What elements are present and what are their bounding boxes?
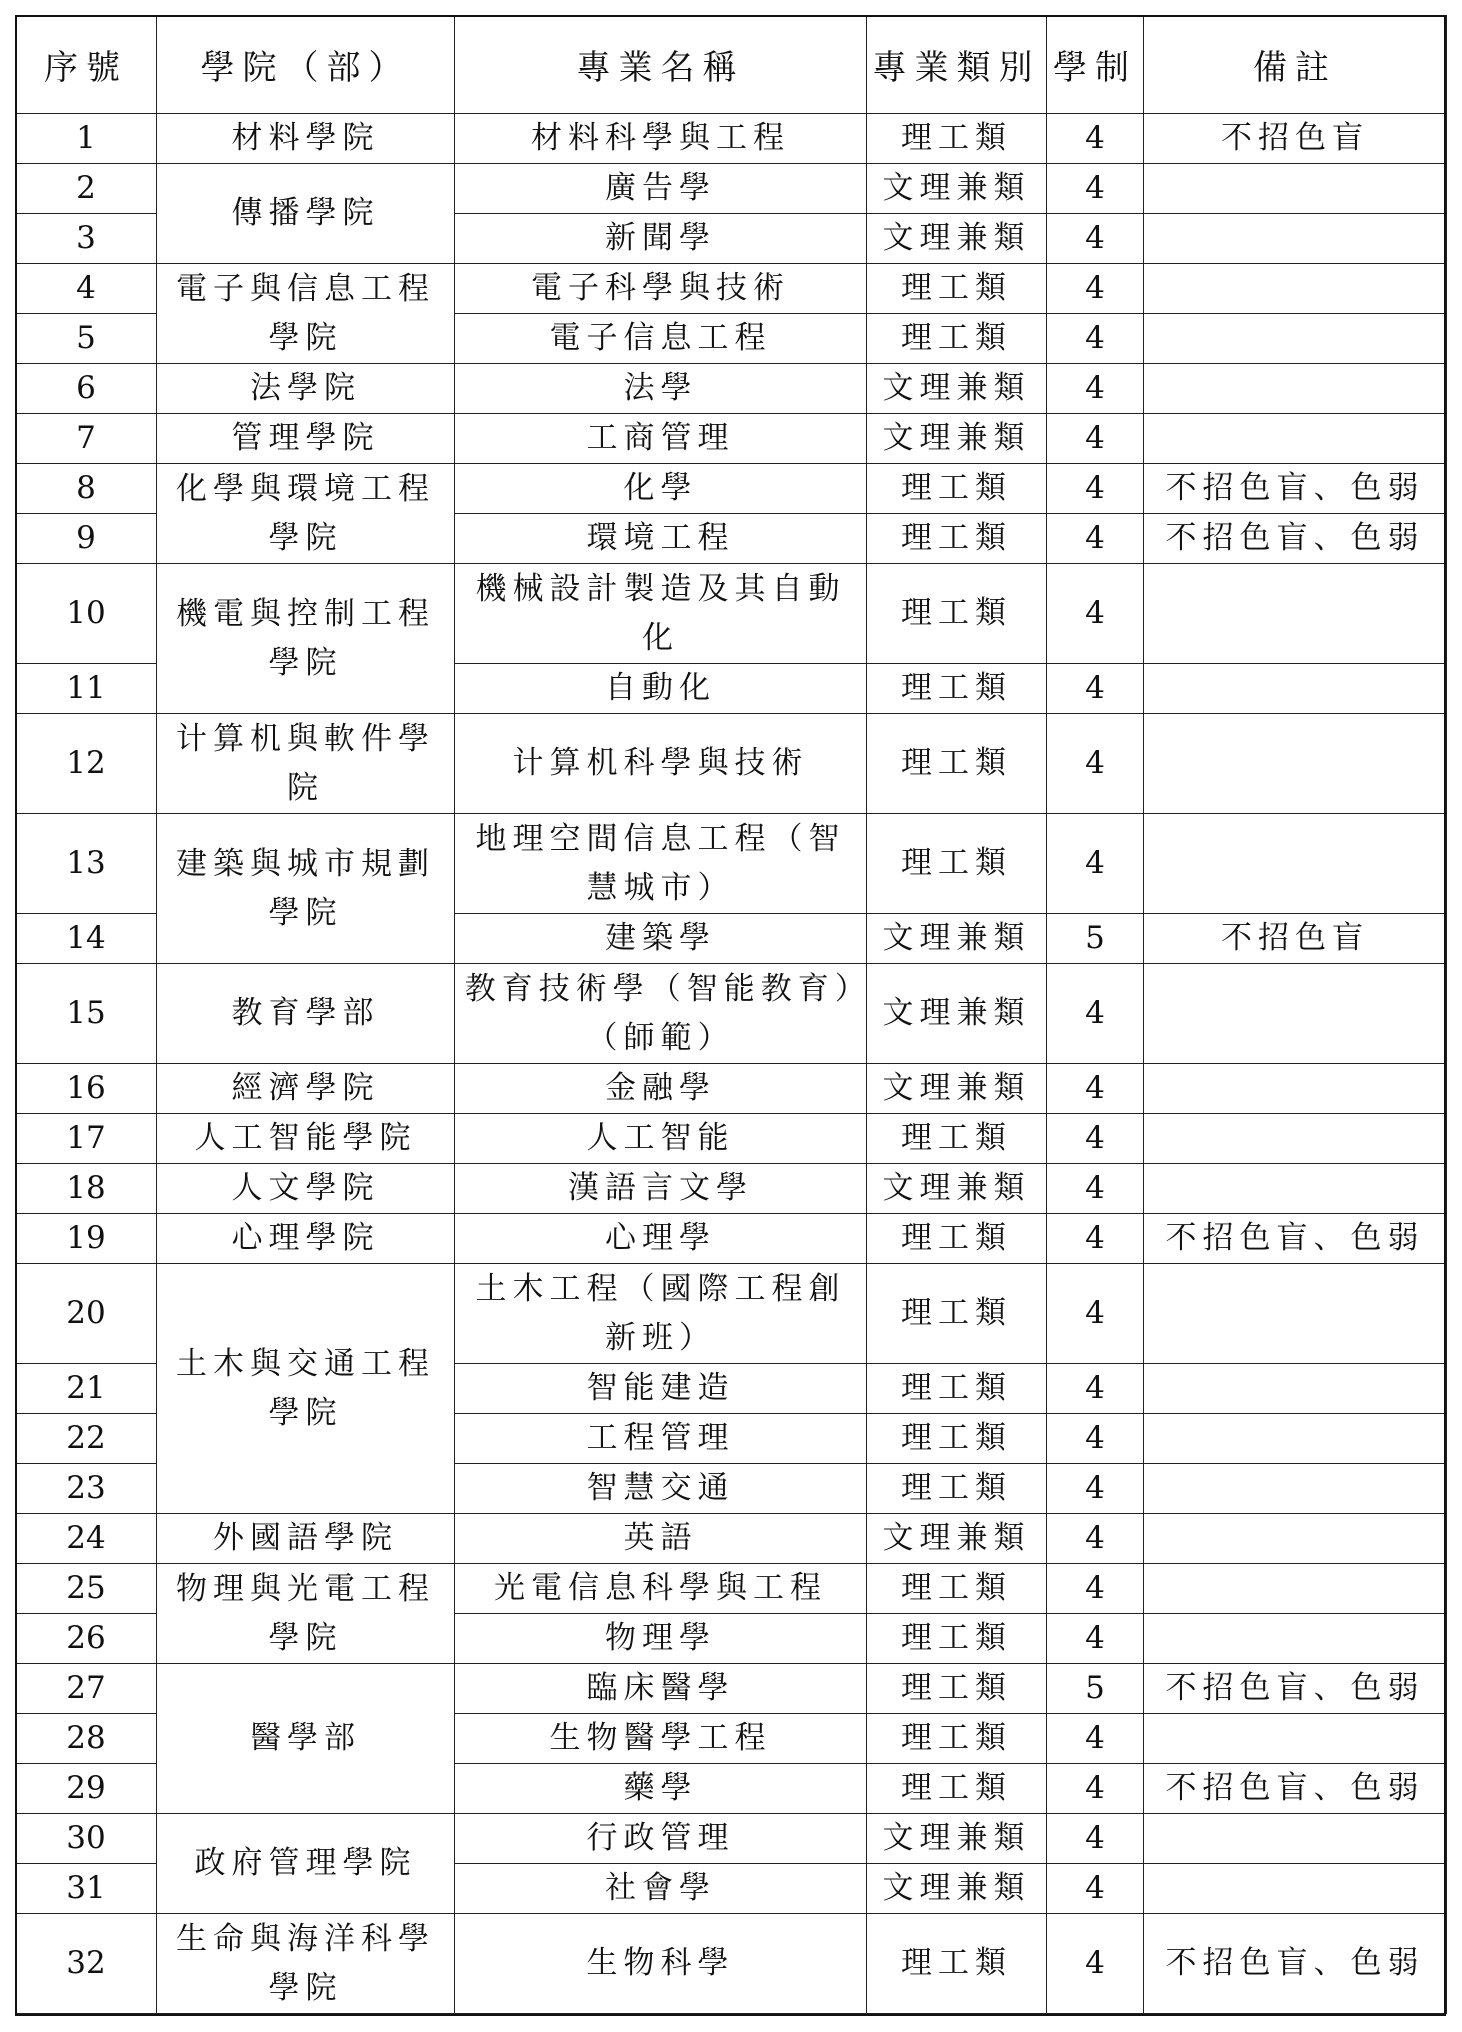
cell-remarks: 不招色盲、色弱 [1144, 1764, 1447, 1814]
cell-remarks [1144, 1864, 1447, 1914]
cell-remarks [1144, 414, 1447, 464]
cell-remarks [1144, 214, 1447, 264]
cell-years: 4 [1047, 514, 1144, 564]
cell-years: 4 [1047, 1064, 1144, 1114]
cell-remarks [1144, 1714, 1447, 1764]
cell-years: 4 [1047, 214, 1144, 264]
cell-years: 4 [1047, 364, 1144, 414]
cell-remarks [1144, 564, 1447, 664]
header-college: 學院（部） [157, 16, 455, 114]
table-row [16, 1214, 1447, 1264]
header-years: 學制 [1047, 16, 1144, 114]
cell-years: 4 [1047, 714, 1144, 814]
cell-college: 教育學部 [157, 964, 455, 1064]
cell-years: 4 [1047, 664, 1144, 714]
table-row [16, 414, 1447, 464]
cell-remarks [1144, 1064, 1447, 1114]
cell-remarks [1144, 164, 1447, 214]
cell-remarks [1144, 714, 1447, 814]
cell-category: 文理兼類 [867, 164, 1047, 214]
cell-category: 理工類 [867, 1214, 1047, 1264]
cell-college: 機電與控制工程學院 [157, 564, 455, 714]
cell-category: 理工類 [867, 1464, 1047, 1514]
cell-remarks [1144, 1564, 1447, 1614]
cell-years: 4 [1047, 1814, 1144, 1864]
cell-category: 理工類 [867, 1364, 1047, 1414]
header-no: 序號 [16, 16, 157, 114]
cell-major: 心理學 [455, 1214, 867, 1264]
cell-major: 建築學 [455, 914, 867, 964]
cell-category: 理工類 [867, 1914, 1047, 2014]
cell-category: 文理兼類 [867, 414, 1047, 464]
cell-category: 文理兼類 [867, 1064, 1047, 1114]
cell-major: 智能建造 [455, 1364, 867, 1414]
cell-category: 理工類 [867, 714, 1047, 814]
cell-years: 4 [1047, 1264, 1144, 1364]
cell-years: 4 [1047, 1214, 1144, 1264]
cell-category: 理工類 [867, 1414, 1047, 1464]
cell-remarks [1144, 664, 1447, 714]
cell-major: 漢語言文學 [455, 1164, 867, 1214]
cell-major: 法學 [455, 364, 867, 414]
cell-category: 理工類 [867, 1564, 1047, 1614]
cell-major: 新聞學 [455, 214, 867, 264]
cell-years: 4 [1047, 314, 1144, 364]
cell-remarks [1144, 814, 1447, 914]
cell-major: 英語 [455, 1514, 867, 1564]
cell-years: 4 [1047, 964, 1144, 1064]
cell-remarks [1144, 1464, 1447, 1514]
cell-years: 4 [1047, 464, 1144, 514]
cell-college: 建築與城市規劃學院 [157, 814, 455, 964]
cell-no: 27 [16, 1664, 157, 1714]
cell-category: 理工類 [867, 314, 1047, 364]
cell-major: 生物醫學工程 [455, 1714, 867, 1764]
cell-category: 理工類 [867, 464, 1047, 514]
table-row [16, 464, 1447, 514]
table-row [16, 714, 1447, 814]
cell-category: 文理兼類 [867, 1864, 1047, 1914]
cell-years: 4 [1047, 164, 1144, 214]
table-row [16, 264, 1447, 314]
cell-remarks [1144, 364, 1447, 414]
cell-no: 13 [16, 814, 157, 914]
cell-category: 理工類 [867, 564, 1047, 664]
cell-major: 廣告學 [455, 164, 867, 214]
cell-college: 外國語學院 [157, 1514, 455, 1564]
cell-category: 理工類 [867, 1764, 1047, 1814]
cell-remarks [1144, 964, 1447, 1064]
cell-no: 23 [16, 1464, 157, 1514]
cell-category: 理工類 [867, 664, 1047, 714]
cell-major: 物理學 [455, 1614, 867, 1664]
cell-college: 傳播學院 [157, 164, 455, 264]
table-body [16, 114, 1447, 2014]
majors-table [15, 15, 1447, 2014]
cell-years: 4 [1047, 1514, 1144, 1564]
cell-years: 4 [1047, 1364, 1144, 1414]
cell-college: 计算机與軟件學院 [157, 714, 455, 814]
cell-remarks [1144, 1264, 1447, 1364]
cell-years: 5 [1047, 914, 1144, 964]
cell-category: 理工類 [867, 1264, 1047, 1364]
cell-no: 4 [16, 264, 157, 314]
cell-remarks [1144, 1814, 1447, 1864]
cell-category: 理工類 [867, 1114, 1047, 1164]
cell-remarks [1144, 1414, 1447, 1464]
table-row [16, 1264, 1447, 1364]
table-row [16, 164, 1447, 214]
cell-no: 16 [16, 1064, 157, 1114]
cell-no: 26 [16, 1614, 157, 1664]
cell-major: 计算机科學與技術 [455, 714, 867, 814]
cell-category: 理工類 [867, 1614, 1047, 1664]
cell-category: 文理兼類 [867, 1814, 1047, 1864]
cell-category: 理工類 [867, 814, 1047, 914]
cell-category: 文理兼類 [867, 214, 1047, 264]
header-category: 專業類別 [867, 16, 1047, 114]
cell-category: 文理兼類 [867, 964, 1047, 1064]
cell-years: 5 [1047, 1664, 1144, 1714]
cell-college: 物理與光電工程學院 [157, 1564, 455, 1664]
table-row [16, 114, 1447, 164]
cell-remarks [1144, 1114, 1447, 1164]
cell-no: 15 [16, 964, 157, 1064]
cell-years: 4 [1047, 1914, 1144, 2014]
cell-years: 4 [1047, 1614, 1144, 1664]
cell-remarks: 不招色盲、色弱 [1144, 514, 1447, 564]
cell-years: 4 [1047, 1114, 1144, 1164]
cell-major: 土木工程（國際工程創新班） [455, 1264, 867, 1364]
cell-category: 文理兼類 [867, 364, 1047, 414]
cell-no: 24 [16, 1514, 157, 1564]
cell-major: 社會學 [455, 1864, 867, 1914]
cell-no: 11 [16, 664, 157, 714]
header-row [16, 16, 1447, 114]
cell-college: 電子與信息工程學院 [157, 264, 455, 364]
table-row [16, 364, 1447, 414]
cell-category: 理工類 [867, 264, 1047, 314]
cell-major: 光電信息科學與工程 [455, 1564, 867, 1614]
cell-major: 電子科學與技術 [455, 264, 867, 314]
cell-no: 31 [16, 1864, 157, 1914]
cell-remarks: 不招色盲、色弱 [1144, 1914, 1447, 2014]
cell-years: 4 [1047, 264, 1144, 314]
cell-major: 教育技術學（智能教育）（師範） [455, 964, 867, 1064]
cell-no: 32 [16, 1914, 157, 2014]
cell-college: 法學院 [157, 364, 455, 414]
cell-remarks [1144, 1514, 1447, 1564]
cell-remarks: 不招色盲、色弱 [1144, 1664, 1447, 1714]
header-remarks: 備註 [1144, 16, 1447, 114]
cell-college: 生命與海洋科學學院 [157, 1914, 455, 2014]
cell-years: 4 [1047, 414, 1144, 464]
cell-category: 理工類 [867, 514, 1047, 564]
cell-major: 工商管理 [455, 414, 867, 464]
table-row [16, 964, 1447, 1064]
cell-years: 4 [1047, 814, 1144, 914]
cell-major: 機械設計製造及其自動化 [455, 564, 867, 664]
cell-college: 管理學院 [157, 414, 455, 464]
table-row [16, 1914, 1447, 2014]
cell-major: 藥學 [455, 1764, 867, 1814]
cell-major: 地理空間信息工程（智慧城市） [455, 814, 867, 914]
cell-category: 文理兼類 [867, 1164, 1047, 1214]
table-row [16, 814, 1447, 914]
cell-college: 材料學院 [157, 114, 455, 164]
cell-no: 5 [16, 314, 157, 364]
cell-no: 21 [16, 1364, 157, 1414]
cell-remarks [1144, 314, 1447, 364]
cell-college: 化學與環境工程學院 [157, 464, 455, 564]
cell-remarks [1144, 1364, 1447, 1414]
cell-remarks: 不招色盲、色弱 [1144, 1214, 1447, 1264]
cell-college: 醫學部 [157, 1664, 455, 1814]
cell-no: 22 [16, 1414, 157, 1464]
cell-major: 金融學 [455, 1064, 867, 1114]
cell-remarks [1144, 1614, 1447, 1664]
cell-no: 25 [16, 1564, 157, 1614]
cell-years: 4 [1047, 1414, 1144, 1464]
cell-category: 理工類 [867, 114, 1047, 164]
cell-no: 7 [16, 414, 157, 464]
cell-remarks: 不招色盲、色弱 [1144, 464, 1447, 514]
cell-years: 4 [1047, 1714, 1144, 1764]
cell-no: 20 [16, 1264, 157, 1364]
cell-no: 2 [16, 164, 157, 214]
cell-no: 17 [16, 1114, 157, 1164]
cell-no: 9 [16, 514, 157, 564]
cell-category: 理工類 [867, 1664, 1047, 1714]
cell-remarks: 不招色盲 [1144, 914, 1447, 964]
cell-major: 智慧交通 [455, 1464, 867, 1514]
cell-major: 材料科學與工程 [455, 114, 867, 164]
cell-major: 化學 [455, 464, 867, 514]
cell-no: 1 [16, 114, 157, 164]
cell-major: 臨床醫學 [455, 1664, 867, 1714]
cell-major: 自動化 [455, 664, 867, 714]
cell-no: 29 [16, 1764, 157, 1814]
cell-years: 4 [1047, 1764, 1144, 1814]
cell-major: 電子信息工程 [455, 314, 867, 364]
cell-major: 生物科學 [455, 1914, 867, 2014]
table-row [16, 1064, 1447, 1114]
cell-category: 文理兼類 [867, 914, 1047, 964]
table-row [16, 1664, 1447, 1714]
cell-major: 環境工程 [455, 514, 867, 564]
cell-major: 人工智能 [455, 1114, 867, 1164]
cell-no: 10 [16, 564, 157, 664]
cell-remarks [1144, 264, 1447, 314]
cell-major: 工程管理 [455, 1414, 867, 1464]
cell-college: 經濟學院 [157, 1064, 455, 1114]
cell-no: 28 [16, 1714, 157, 1764]
cell-major: 行政管理 [455, 1814, 867, 1864]
cell-college: 人工智能學院 [157, 1114, 455, 1164]
cell-years: 4 [1047, 1164, 1144, 1214]
cell-no: 18 [16, 1164, 157, 1214]
cell-college: 人文學院 [157, 1164, 455, 1214]
cell-no: 12 [16, 714, 157, 814]
table-header [16, 16, 1447, 114]
cell-no: 30 [16, 1814, 157, 1864]
header-major: 專業名稱 [455, 16, 867, 114]
cell-years: 4 [1047, 1464, 1144, 1514]
cell-no: 8 [16, 464, 157, 514]
cell-remarks: 不招色盲 [1144, 114, 1447, 164]
cell-no: 3 [16, 214, 157, 264]
table-row [16, 1164, 1447, 1214]
cell-college: 土木與交通工程學院 [157, 1264, 455, 1514]
cell-years: 4 [1047, 564, 1144, 664]
table-row [16, 1814, 1447, 1864]
cell-category: 文理兼類 [867, 1514, 1047, 1564]
table-row [16, 564, 1447, 664]
cell-no: 6 [16, 364, 157, 414]
cell-college: 政府管理學院 [157, 1814, 455, 1914]
cell-years: 4 [1047, 114, 1144, 164]
cell-category: 理工類 [867, 1714, 1047, 1764]
table-row [16, 1514, 1447, 1564]
cell-years: 4 [1047, 1564, 1144, 1614]
cell-remarks [1144, 1164, 1447, 1214]
cell-years: 4 [1047, 1864, 1144, 1914]
table-row [16, 1564, 1447, 1614]
cell-college: 心理學院 [157, 1214, 455, 1264]
cell-no: 14 [16, 914, 157, 964]
table-row [16, 1114, 1447, 1164]
cell-no: 19 [16, 1214, 157, 1264]
